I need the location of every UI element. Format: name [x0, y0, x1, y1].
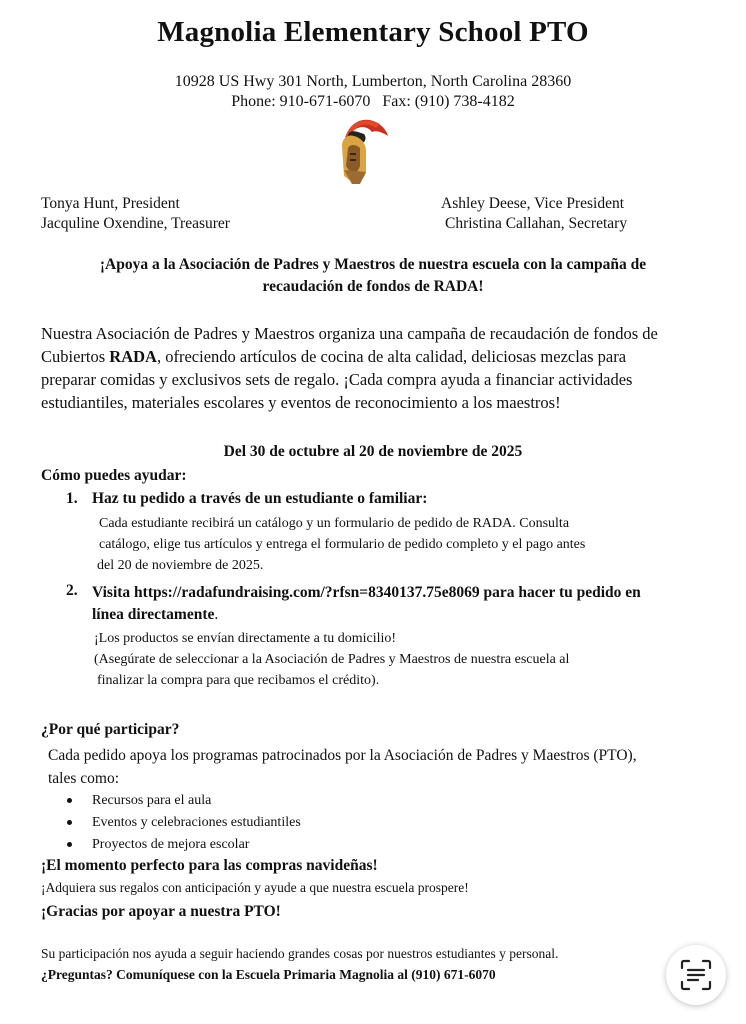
- officer-secretary: Christina Callahan, Secretary: [445, 215, 628, 232]
- step-2-description: ¡Los productos se envían directamente a tu domicilio! (Asegúrate de seleccionar a la Asociación de Padres y Maestros de nuestra escuela al finalizar la compra para que recibamos el crédito).: [94, 631, 570, 688]
- fax-number: Fax: (910) 738-4182: [382, 93, 515, 110]
- page-title: Magnolia Elementary School PTO: [157, 16, 589, 48]
- step-1-number: 1.: [66, 490, 78, 507]
- bullet-icon: [67, 842, 72, 847]
- bullet-icon: [67, 820, 72, 825]
- officer-treasurer: Jacquline Oxendine, Treasurer: [41, 215, 230, 232]
- step-1-description: Cada estudiante recibirá un catálogo y un formulario de pedido de RADA. Consulta catálogo, elige tus artículos y entrega el formulario de pedido completo y el pago antes del 20 de noviembre de 2025.: [97, 516, 586, 573]
- fundraising-link[interactable]: Visita https://radafundraising.com/?rfsn=8340137.75e8069 para hacer tu pedido en: [92, 584, 641, 601]
- scan-text-icon: [666, 945, 726, 1005]
- benefit-item: Recursos para el aula: [92, 793, 212, 808]
- step-2-title: Visita https://radafundraising.com/?rfsn=8340137.75e8069 para hacer tu pedido en línea directamente.: [92, 584, 641, 623]
- benefit-item: Proyectos de mejora escolar: [92, 837, 250, 852]
- spartan-mascot-icon: [326, 114, 392, 190]
- thanks-text: ¡Gracias por apoyar a nuestra PTO!: [41, 903, 281, 920]
- why-paragraph: Cada pedido apoya los programas patrocinados por la Asociación de Padres y Maestros (PTO), tales como:: [48, 747, 637, 787]
- footer-contact: ¿Preguntas? Comuníquese con la Escuela Primaria Magnolia al (910) 671-6070: [41, 967, 496, 982]
- campaign-headline: ¡Apoya a la Asociación de Padres y Maestros de nuestra escuela con la campaña de recaudación de fondos de RADA!: [99, 256, 647, 295]
- holiday-text: ¡Adquiera sus regalos con anticipación y ayude a que nuestra escuela prospere!: [41, 880, 469, 895]
- phone-number: Phone: 910-671-6070: [231, 93, 371, 110]
- footer-participation: Su participación nos ayuda a seguir haciendo grandes cosas por nuestros estudiantes y personal.: [41, 946, 559, 961]
- why-heading: ¿Por qué participar?: [41, 721, 180, 738]
- intro-paragraph: Nuestra Asociación de Padres y Maestros organiza una campaña de recaudación de fondos de Cubiertos RADA, ofreciendo artículos de cocina de alta calidad, deliciosas mezclas para preparar comidas y exclusivos sets de regalo. ¡Cada compra ayuda a financiar actividades estudiantiles, materiales escolares y eventos de reconocimiento a los maestros!: [41, 324, 658, 412]
- help-heading: Cómo puedes ayudar:: [41, 467, 187, 484]
- officer-vice-president: Ashley Deese, Vice President: [441, 195, 625, 212]
- officer-president: Tonya Hunt, President: [41, 195, 180, 212]
- step-2-number: 2.: [66, 582, 78, 599]
- step-1-title: Haz tu pedido a través de un estudiante o familiar:: [92, 490, 428, 507]
- officers-left: [41, 194, 230, 234]
- benefit-item: Eventos y celebraciones estudiantiles: [92, 815, 301, 830]
- campaign-dates: Del 30 de octubre al 20 de noviembre de 2025: [223, 443, 523, 460]
- school-address: 10928 US Hwy 301 North, Lumberton, North Carolina 28360: [174, 73, 572, 90]
- scan-text-button[interactable]: [666, 945, 726, 1005]
- contact-line: [0, 93, 746, 111]
- bullet-icon: [67, 798, 72, 803]
- officers-right: [441, 194, 627, 234]
- holiday-heading: ¡El momento perfecto para las compras navideñas!: [41, 857, 378, 874]
